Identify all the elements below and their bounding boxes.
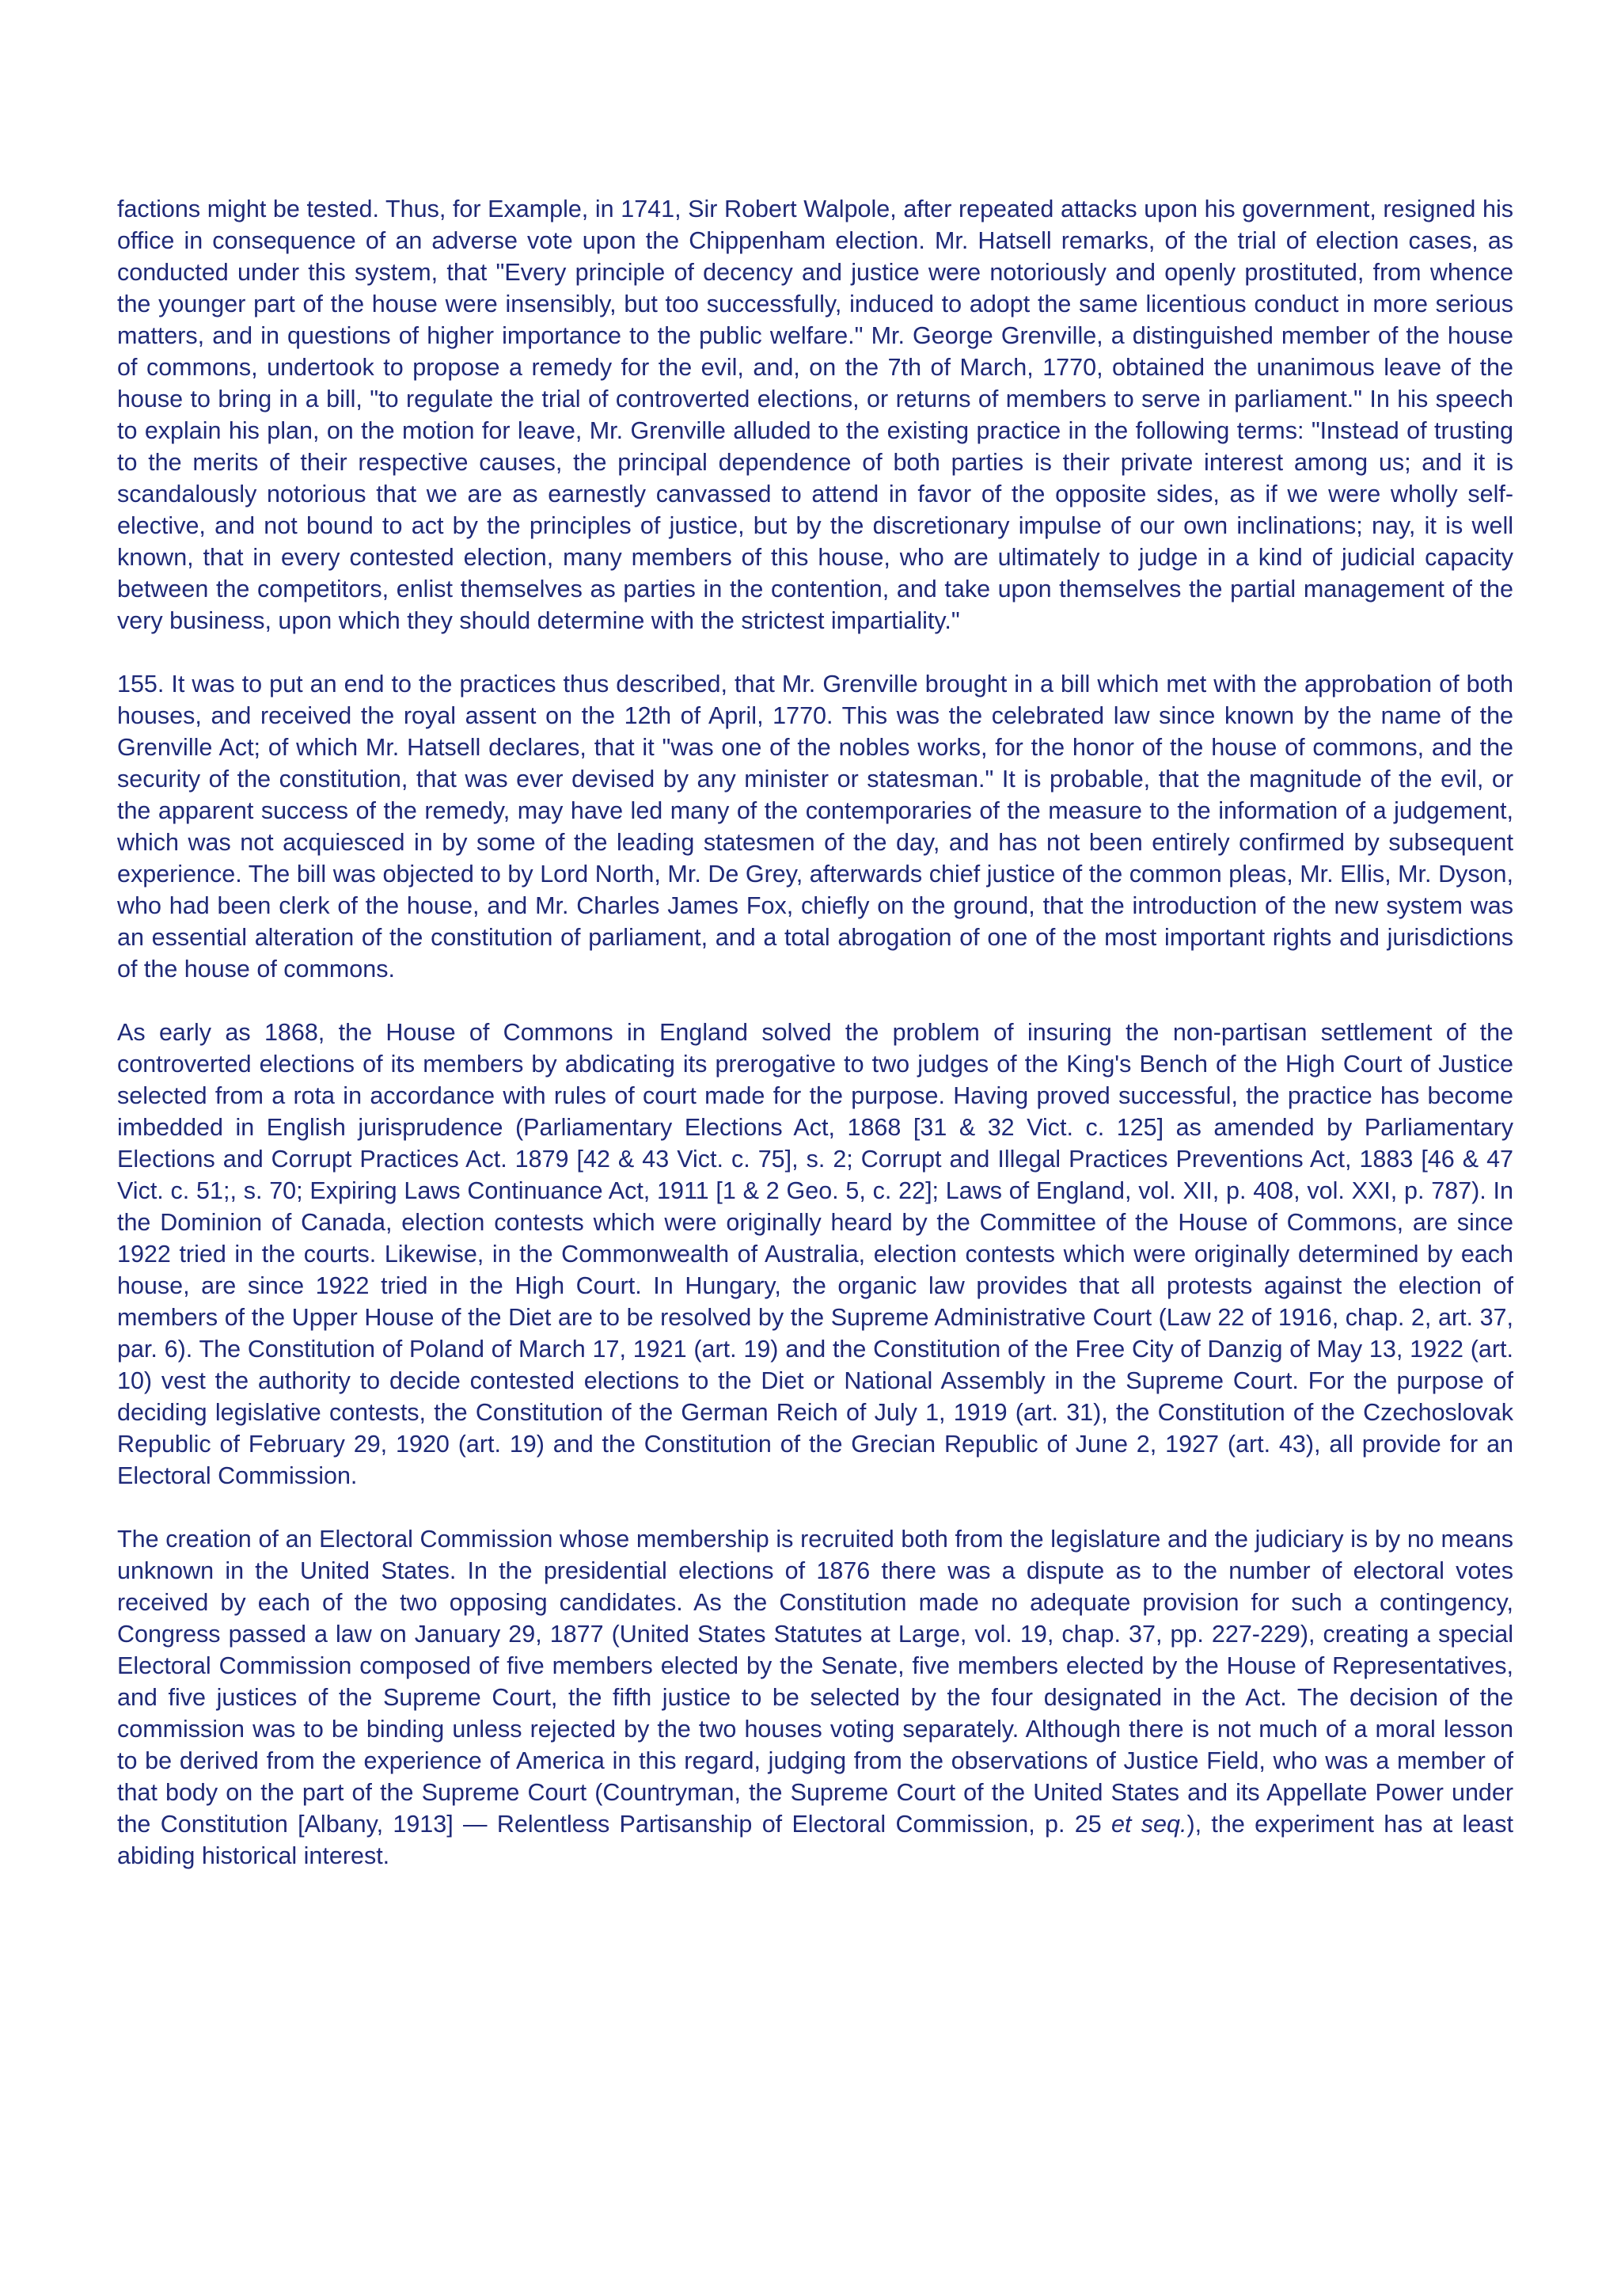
italic-et-seq: et seq.	[1111, 1811, 1187, 1838]
paragraph-155: 155. It was to put an end to the practices thus described, that Mr. Grenville brought in a bill which met with the approbation of both houses, and received the royal assent on the 12th of April, 1770. This was the celebrated law since known by the name of the Grenville Act; of which Mr. Hatsell declares, that it "was one of the nobles works, for the honor of the house of commons, and the security of the constitution, that was ever devised by any minister or statesman." It is probable, that the magnitude of the evil, or the apparent success of the remedy, may have led many of the contemporaries of the measure to the information of a judgement, which was not acquiesced in by some of the leading statesmen of the day, and has not been entirely confirmed by subsequent experience. The bill was objected to by Lord North, Mr. De Grey, afterwards chief justice of the common pleas, Mr. Ellis, Mr. Dyson, who had been clerk of the house, and Mr. Charles James Fox, chiefly on the ground, that the introduction of the new system was an essential alteration of the constitution of parliament, and a total abrogation of one of the most important rights and jurisdictions of the house of commons.	[117, 671, 1513, 983]
paragraph-text-after: ), the experiment has at least abiding historical interest.	[117, 1811, 1513, 1869]
paragraph-electoral-commission	[117, 1523, 1513, 1872]
paragraph-house-of-commons-1868: As early as 1868, the House of Commons in England solved the problem of insuring the non-partisan settlement of the controverted elections of its members by abdicating its prerogative to two judges of the King's Bench of the High Court of Justice selected from a rota in accordance with rules of court made for the purpose. Having proved successful, the practice has become imbedded in English jurisprudence (Parliamentary Elections Act, 1868 [31 & 32 Vict. c. 125] as amended by Parliamentary Elections and Corrupt Practices Act. 1879 [42 & 43 Vict. c. 75], s. 2; Corrupt and Illegal Practices Preventions Act, 1883 [46 & 47 Vict. c. 51;, s. 70; Expiring Laws Continuance Act, 1911 [1 & 2 Geo. 5, c. 22]; Laws of England, vol. XII, p. 408, vol. XXI, p. 787). In the Dominion of Canada, election contests which were originally heard by the Committee of the House of Commons, are since 1922 tried in the courts. Likewise, in the Commonwealth of Australia, election contests which were originally determined by each house, are since 1922 tried in the High Court. In Hungary, the organic law provides that all protests against the election of members of the Upper House of the Diet are to be resolved by the Supreme Administrative Court (Law 22 of 1916, chap. 2, art. 37, par. 6). The Constitution of Poland of March 17, 1921 (art. 19) and the Constitution of the Free City of Danzig of May 13, 1922 (art. 10) vest the authority to decide contested elections to the Diet or National Assembly in the Supreme Court. For the purpose of deciding legislative contests, the Constitution of the German Reich of July 1, 1919 (art. 31), the Constitution of the Czechoslovak Republic of February 29, 1920 (art. 19) and the Constitution of the Grecian Republic of June 2, 1927 (art. 43), all provide for an Electoral Commission.	[117, 1019, 1513, 1489]
paragraph-factions: factions might be tested. Thus, for Example, in 1741, Sir Robert Walpole, after repeated attacks upon his government, resigned his office in consequence of an adverse vote upon the Chippenham election. Mr. Hatsell remarks, of the trial of election cases, as conducted under this system, that "Every principle of decency and justice were notoriously and openly prostituted, from whence the younger part of the house were insensibly, but too successfully, induced to adopt the same licentious conduct in more serious matters, and in questions of higher importance to the public welfare." Mr. George Grenville, a distinguished member of the house of commons, undertook to propose a remedy for the evil, and, on the 7th of March, 1770, obtained the unanimous leave of the house to bring in a bill, "to regulate the trial of controverted elections, or returns of members to serve in parliament." In his speech to explain his plan, on the motion for leave, Mr. Grenville alluded to the existing practice in the following terms: "Instead of trusting to the merits of their respective causes, the principal dependence of both parties is their private interest among us; and it is scandalously notorious that we are as earnestly canvassed to attend in favor of the opposite sides, as if we were wholly self-elective, and not bound to act by the principles of justice, but by the discretionary impulse of our own inclinations; nay, it is well known, that in every contested election, many members of this house, who are ultimately to judge in a kind of judicial capacity between the competitors, enlist themselves as parties in the contention, and take upon themselves the partial management of the very business, upon which they should determine with the strictest impartiality."	[117, 196, 1513, 634]
document-page	[117, 193, 1513, 1872]
paragraph-text-before: The creation of an Electoral Commission whose membership is recruited both from the legislature and the judiciary is by no means unknown in the United States. In the presidential elections of 1876 there was a dispute as to the number of electoral votes received by each of the two opposing candidates. As the Constitution made no adequate provision for such a contingency, Congress passed a law on January 29, 1877 (United States Statutes at Large, vol. 19, chap. 37, pp. 227-229), creating a special Electoral Commission composed of five members elected by the Senate, five members elected by the House of Representatives, and five justices of the Supreme Court, the fifth justice to be selected by the four designated in the Act. The decision of the commission was to be binding unless rejected by the two houses voting separately. Although there is not much of a moral lesson to be derived from the experience of America in this regard, judging from the observations of Justice Field, who was a member of that body on the part of the Supreme Court (Countryman, the Supreme Court of the United States and its Appellate Power under the Constitution [Albany, 1913] — Relentless Partisanship of Electoral Commission, p. 25	[117, 1526, 1513, 1838]
